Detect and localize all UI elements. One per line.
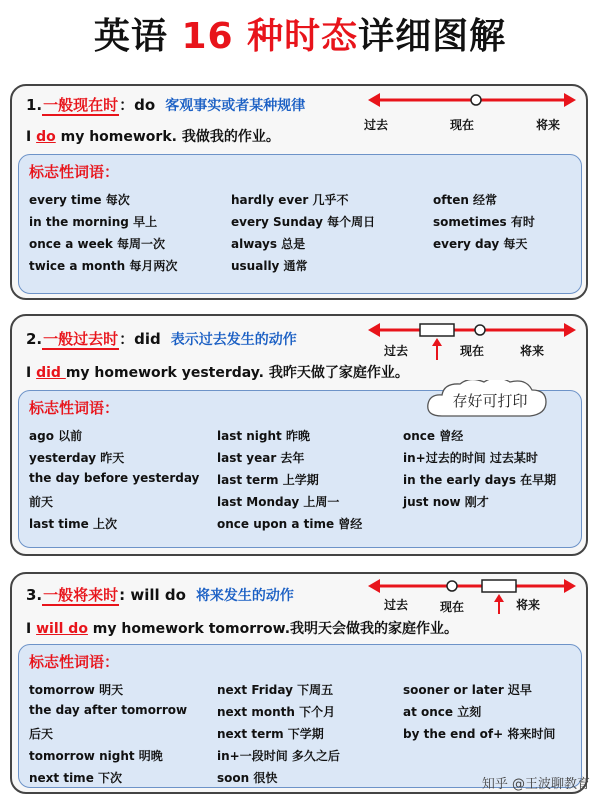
keyword: twice a month 每月两次 [29,259,178,273]
keyword: yesterday 昨天 [29,451,125,465]
keyword: every time 每次 [29,193,130,207]
keyword: in+过去的时间 过去某时 [403,451,538,465]
keyword: the day before yesterday [29,471,200,485]
keyword: tomorrow 明天 [29,683,124,697]
keyword: every Sunday 每个周日 [231,215,376,229]
keyword: next term 下学期 [217,727,324,741]
keyword: always 总是 [231,237,306,251]
section-2-meaning: 表示过去发生的动作 [170,332,297,348]
keyword: last time 上次 [29,517,117,531]
section-1-keyword-label: 标志性词语： [29,163,120,181]
section-1-past: 过去 [364,118,389,132]
keyword: 前天 [29,495,54,509]
cloud-note: 存好可打印 [452,392,528,410]
section-2-card [10,314,588,556]
section-2-verb: did [36,365,66,381]
keyword: once 曾经 [403,429,464,443]
keyword: soon 很快 [217,771,278,785]
keyword: every day 每天 [433,237,528,251]
section-3-meaning: 将来发生的动作 [195,588,294,604]
keyword: last term 上学期 [217,473,319,487]
keyword: last Monday 上周一 [217,495,340,509]
keyword: once a week 每周一次 [29,237,166,251]
section-3-tense: 一般将来时 [43,586,119,604]
section-3-card [10,572,588,794]
title-suffix: 详细图解 [358,16,507,57]
section-3-now: 现在 [440,600,465,614]
keyword: once upon a time 曾经 [217,517,363,531]
keyword: tomorrow night 明晚 [29,749,163,763]
keyword: in+一段时间 多久之后 [217,749,340,763]
keyword: sometimes 有时 [433,215,535,229]
keyword: just now 刚才 [403,495,489,509]
section-3-heading: 3.一般将来时: will do 将来发生的动作 [26,586,294,604]
section-3-verb: will do [36,621,88,637]
keyword: 后天 [29,727,54,741]
keyword: ago 以前 [29,429,83,443]
keyword: often 经常 [433,193,498,207]
title-highlight: 16 种时态 [181,16,359,57]
keyword: in the early days 在早期 [403,473,557,487]
keyword: hardly ever 几乎不 [231,193,349,207]
section-3-example: I will do my homework tomorrow.我明天会做我的家庭作业。 [26,621,459,637]
section-3-keyword-panel [18,644,582,788]
keyword: next month 下个月 [217,705,336,719]
keyword: next Friday 下周五 [217,683,334,697]
keyword: next time 下次 [29,771,123,785]
section-1-timeline [368,88,576,112]
section-3-future: 将来 [516,598,541,612]
section-1-verb: do [36,129,56,145]
section-3-past: 过去 [384,598,409,612]
keyword: at once 立刻 [403,705,482,719]
keyword: usually 通常 [231,259,308,273]
section-2-future: 将来 [520,344,545,358]
keyword: last year 去年 [217,451,305,465]
section-2-tense: 一般过去时 [43,330,119,348]
keyword: the day after tomorrow [29,703,188,717]
keyword: last night 昨晚 [217,429,310,443]
section-1-tense: 一般现在时 [43,96,119,114]
keyword: by the end of+ 将来时间 [403,727,556,741]
section-1-keyword-panel [18,154,582,294]
section-1-card [10,84,588,300]
title-prefix: 英语 [93,16,182,57]
footer-credit: 知乎 @王波聊教育 [481,777,590,792]
section-2-keyword-label: 标志性词语： [29,399,120,417]
keyword: in the morning 早上 [29,215,158,229]
section-1-now: 现在 [450,118,475,132]
section-1-heading: 1.一般现在时：do 客观事实或者某种规律 [26,96,306,114]
section-2-now: 现在 [460,344,485,358]
keyword: sooner or later 迟早 [403,683,532,697]
section-2-past: 过去 [384,344,409,358]
section-2-heading: 2.一般过去时：did 表示过去发生的动作 [26,330,297,348]
section-3-keyword-label: 标志性词语： [29,653,120,671]
section-1-future: 将来 [536,118,561,132]
section-1-meaning: 客观事实或者某种规律 [165,98,306,114]
page-title [0,8,600,59]
section-1-example: I do my homework. 我做我的作业。 [26,129,280,145]
section-2-example: I did my homework yesterday. 我昨天做了家庭作业。 [26,365,409,381]
